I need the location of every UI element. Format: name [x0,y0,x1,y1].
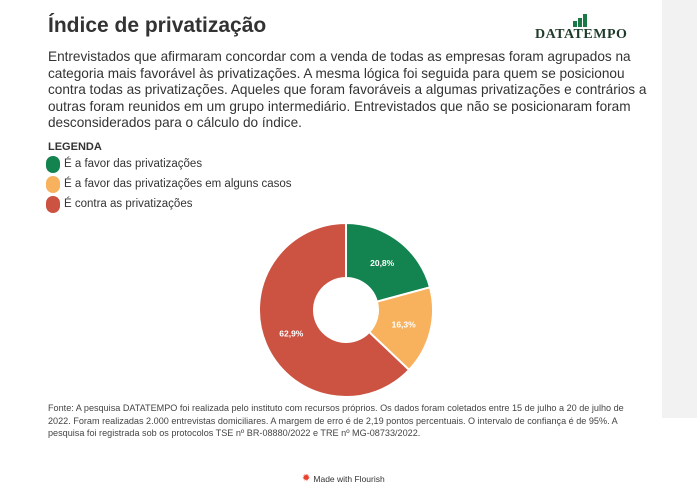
logo-bars-icon [573,14,587,27]
logo-text: DATATEMPO [535,27,628,42]
chart-title: Índice de privatização [48,14,267,37]
donut-chart [248,212,444,408]
slice-partial-label: 16,3% [391,319,416,330]
legend-item-partial[interactable] [46,174,292,194]
made-with-flourish-label: Made with Flourish [313,474,385,484]
side-panel [662,0,697,418]
slice-favor-label: 20,8% [370,257,395,268]
legend [46,154,292,214]
flourish-icon: ✹ [302,473,311,484]
legend-item-contra[interactable] [46,194,292,214]
legend-label-partial: É a favor das privatizações em alguns casos [64,178,292,190]
source-note: Fonte: A pesquisa DATATEMPO foi realizada pelo instituto com recursos próprios. Os dados foram coletados entre 15 de julho a 20 de julho de 2022. Foram realizadas 2.000 entrevistas domiciliares. A margem de erro é de 2,19 pontos percentuais. O intervalo de confiança é de 95%. A pesquisa foi registrada sob os protocolos TSE nº BR-08880/2022 e TRE nº MG-08733/2022. [48,403,624,438]
slice-contra-label: 62,9% [279,328,304,339]
legend-title: LEGENDA [48,141,102,153]
legend-swatch-contra [46,196,60,213]
made-with-flourish-link[interactable] [302,474,385,484]
chart-subtitle: Entrevistados que afirmaram concordar com a venda de todas as empresas foram agrupados na categoria mais favorável às privatizações. A mesma lógica foi seguida para quem se posicionou contra todas as privatizações. Aqueles que foram favoráveis a algumas privatizações e contrários a outras foram reunidos em um grupo intermediário. Entrevistados que não se posicionaram foram desconsiderados para o cálculo do índice. [48,49,647,130]
legend-swatch-partial [46,176,60,193]
legend-label-contra: É contra as privatizações [64,198,193,210]
datatempo-logo [535,14,633,44]
legend-label-favor: É a favor das privatizações [64,158,203,170]
legend-swatch-favor [46,156,60,173]
legend-item-favor[interactable] [46,154,292,174]
